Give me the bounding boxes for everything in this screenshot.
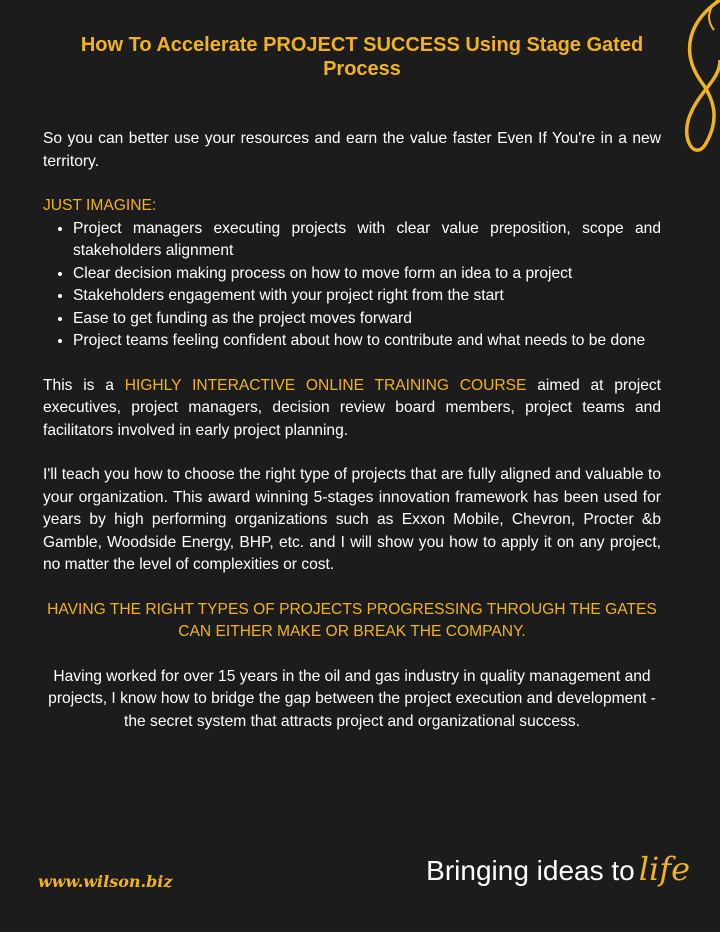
benefits-list xyxy=(43,218,661,353)
intro-paragraph: So you can better use your resources and earn the value faster Even If You're in a new territory. xyxy=(43,130,661,170)
list-item: • Ease to get funding as the project moves forward xyxy=(73,308,661,331)
website-link[interactable]: www.wilson.biz xyxy=(38,872,173,891)
main-content xyxy=(43,128,661,733)
tagline-text: Bringing ideas to xyxy=(426,855,635,886)
teach-paragraph: I'll teach you how to choose the right type of projects that are fully aligned and valuable to your organization. This award winning 5-stages innovation framework has been used for years by high performing organizations such as Exxon Mobile, Chevron, Procter &b Gamble, Woodside Energy, BHP, etc. and I will show you how to apply it on any project, no matter the level of complexities or cost. xyxy=(43,466,661,573)
tagline-accent: life xyxy=(638,850,690,888)
course-highlight: HIGHLY INTERACTIVE ONLINE TRAINING COURSE xyxy=(124,376,527,394)
course-suffix: aimed at project executives, project managers, decision review board members, project teams and facilitators involved in early project planning. xyxy=(43,376,662,439)
list-item: • Stakeholders engagement with your project right from the start xyxy=(73,285,661,308)
list-item: • Project teams feeling confident about how to contribute and what needs to be done xyxy=(73,330,661,353)
course-prefix: This is a xyxy=(43,376,125,394)
experience-paragraph: Having worked for over 15 years in the oil and gas industry in quality management and projects, I know how to bridge the gap between the project execution and development - the secret system that attracts project and organizational success. xyxy=(48,667,656,730)
list-item: • Project managers executing projects with clear value preposition, scope and stakeholders alignment xyxy=(73,218,661,263)
tagline xyxy=(426,850,690,888)
key-headline: HAVING THE RIGHT TYPES OF PROJECTS PROGRESSING THROUGH THE GATES CAN EITHER MAKE OR BREAK THE COMPANY. xyxy=(47,600,657,640)
imagine-heading: JUST IMAGINE: xyxy=(43,197,157,214)
page-title: How To Accelerate PROJECT SUCCESS Using Stage Gated Process xyxy=(80,34,644,80)
list-item: • Clear decision making process on how to move form an idea to a project xyxy=(73,263,661,286)
course-paragraph xyxy=(43,375,661,443)
